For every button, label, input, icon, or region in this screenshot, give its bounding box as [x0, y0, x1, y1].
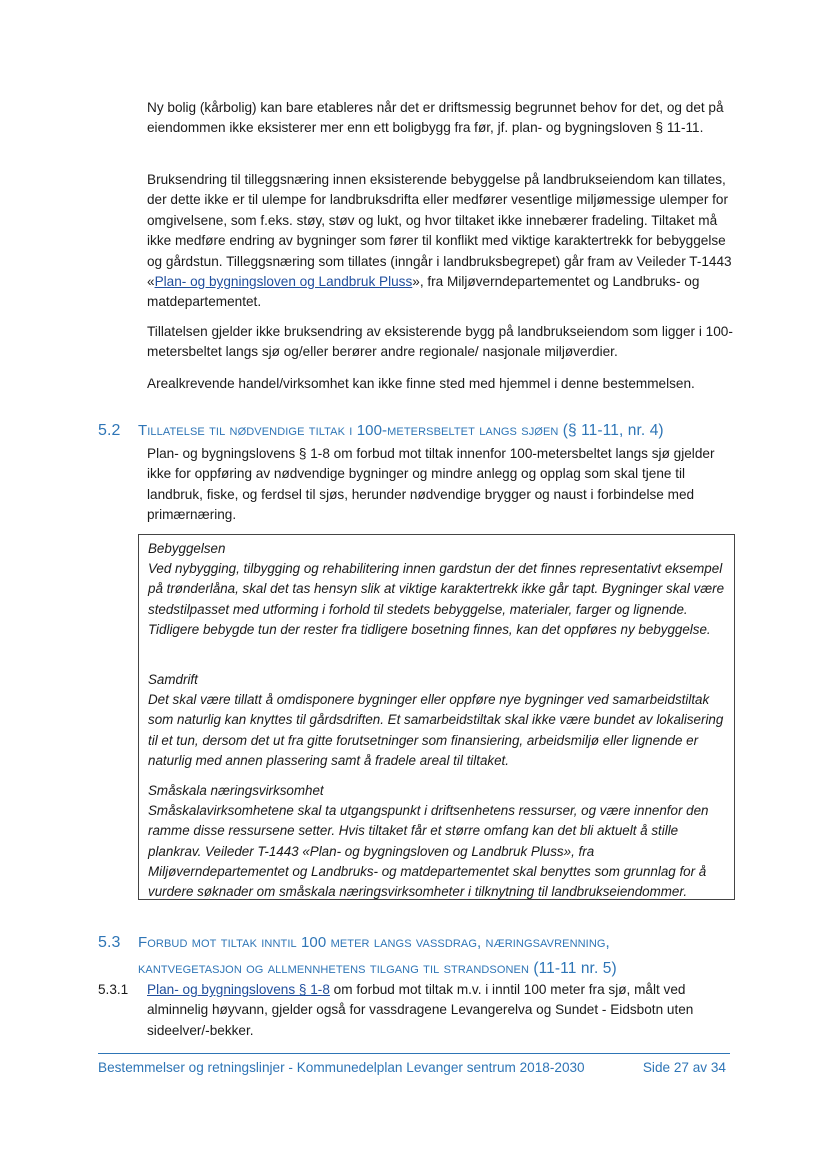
- pbl-1-8-link[interactable]: Plan- og bygningslovens § 1-8: [147, 982, 330, 997]
- paragraph-text: Bruksendring til tilleggsnæring innen eksisterende bebyggelse på landbrukseiendom kan tillates, der dette ikke er til ulempe for landbruksdrifta eller medfører vesentlige miljømessige ulemper for omgivelsene, som f.eks. støy, støv og lukt, og hvor tiltaket ikke innebærer fradeling. Tiltaket må ikke medføre endring av bygninger som fører til konflikt med viktige karaktertrekk for bebyggelse og gårdstun. Tilleggsnæring som tillates (inngår i landbruksbegrepet) går fram av Veileder T-1443 «: [147, 172, 732, 290]
- section-title-line2-wrapper: [98, 956, 738, 982]
- guideline-text: Det skal være tillatt å omdisponere bygninger eller oppføre nye bygninger ved samarbeidstiltak som naturlig kan knyttes til gårdsdriften. Et samarbeidstiltak skal ikke være bundet av lokalisering til et tun, dersom det ut fra gitte forutsetninger som finansiering, arbeidsmiljø eller lignende er naturlig med annen plassering samt å fradele areal til tiltaket.: [148, 692, 724, 768]
- section-reference: (11-11 nr. 5): [533, 960, 617, 977]
- guideline-samdrift: [148, 670, 733, 771]
- guideline-text: Ved nybygging, tilbygging og rehabilitering innen gardstun der det finnes representativt eksempel på trønderlåna, skal det tas hensyn slik at viktige karaktertrekk ikke går tapt. Bygninger skal være stedstilpasset med utforming i forhold til stedets bebyggelse, materialer, farger og lignende. Tidligere bebygde tun der rester fra tidligere bosetning finnes, kan det oppføres ny bebyggelse.: [148, 561, 725, 637]
- footer-page-number: Side 27 av 34: [642, 1060, 726, 1075]
- section-number: 5.3: [98, 934, 121, 951]
- footer-document-title: Bestemmelser og retningslinjer - Kommunedelplan Levanger sentrum 2018-2030: [98, 1060, 585, 1075]
- veileder-link[interactable]: Plan- og bygningsloven og Landbruk Pluss: [154, 274, 413, 290]
- paragraph-tillatelsen: Tillatelsen gjelder ikke bruksendring av eksisterende bygg på landbrukseiendom som ligger i 100-metersbeltet langs sjø og/eller berører andre regionale/ nasjonale miljøverdier.: [147, 324, 733, 360]
- section-title-line1: Forbud mot tiltak inntil 100 meter langs vassdrag, næringsavrenning,: [138, 934, 610, 951]
- section-number: 5.2: [98, 422, 121, 439]
- guideline-title: Samdrift: [148, 672, 198, 687]
- guideline-title: Småskala næringsvirksomhet: [148, 783, 324, 798]
- paragraph-arealkrevende: Arealkrevende handel/virksomhet kan ikke finne sted med hjemmel i denne bestemmelsen.: [147, 376, 695, 391]
- guidelines-box: [138, 534, 735, 900]
- footer-divider: [98, 1053, 730, 1054]
- guideline-title: Bebyggelsen: [148, 541, 226, 556]
- paragraph-karbolig: Ny bolig (kårbolig) kan bare etableres når det er driftsmessig begrunnet behov for det, og det på eiendommen ikke eksisterer mer enn ett boligbygg fra før, jf. plan- og bygningsloven § 11-11.: [147, 100, 724, 136]
- paragraph-text: », fra Miljøverndepartementet og Landbruks- og matdepartementet.: [147, 274, 700, 310]
- guideline-bebyggelsen: [148, 539, 733, 640]
- item-body: om forbud mot tiltak m.v. i inntil 100 meter fra sjø, målt ved alminnelig høyvann, gjelder også for vassdragene Levangerelva og Sundet - Eidsbotn uten sideelver/-bekker.: [147, 982, 694, 1038]
- section-heading-5-3: [98, 930, 738, 982]
- section-5-2-body: Plan- og bygningslovens § 1-8 om forbud mot tiltak innenfor 100-metersbeltet langs sjø gjelder ikke for oppføring av nødvendige bygninger og mindre anlegg og opplag som skal tjene til landbruk, fiske, og ferdsel til sjøs, herunder nødvendige brygger og naust i forbindelse med primærnæring.: [147, 446, 715, 523]
- guideline-smaskala: [148, 781, 733, 902]
- item-text: [147, 980, 738, 1041]
- section-title-line2: kantvegetasjon og allmennhetens tilgang til strandsonen: [138, 960, 530, 977]
- item-number: 5.3.1: [98, 982, 129, 997]
- section-title: Tillatelse til nødvendige tiltak i 100-metersbeltet langs sjøen: [138, 422, 559, 439]
- guideline-text: Småskalavirksomhetene skal ta utgangspunkt i driftsenhetens ressurser, og være innenfor den ramme disse ressursene setter. Hvis tiltaket får et større omfang kan det bli aktuelt å stille plankrav. Veileder T-1443 «Plan- og bygningsloven og Landbruk Pluss», fra Miljøverndepartementet og Landbruks- og matdepartementet skal benyttes som grunnlag for å vurdere søknader om småskala næringsvirksomheter i tilknytning til landbrukseiendommer.: [148, 803, 709, 900]
- paragraph-tilleggsnaering: [147, 170, 737, 313]
- section-heading-5-2: [98, 418, 738, 444]
- section-reference: (§ 11-11, nr. 4): [562, 422, 664, 439]
